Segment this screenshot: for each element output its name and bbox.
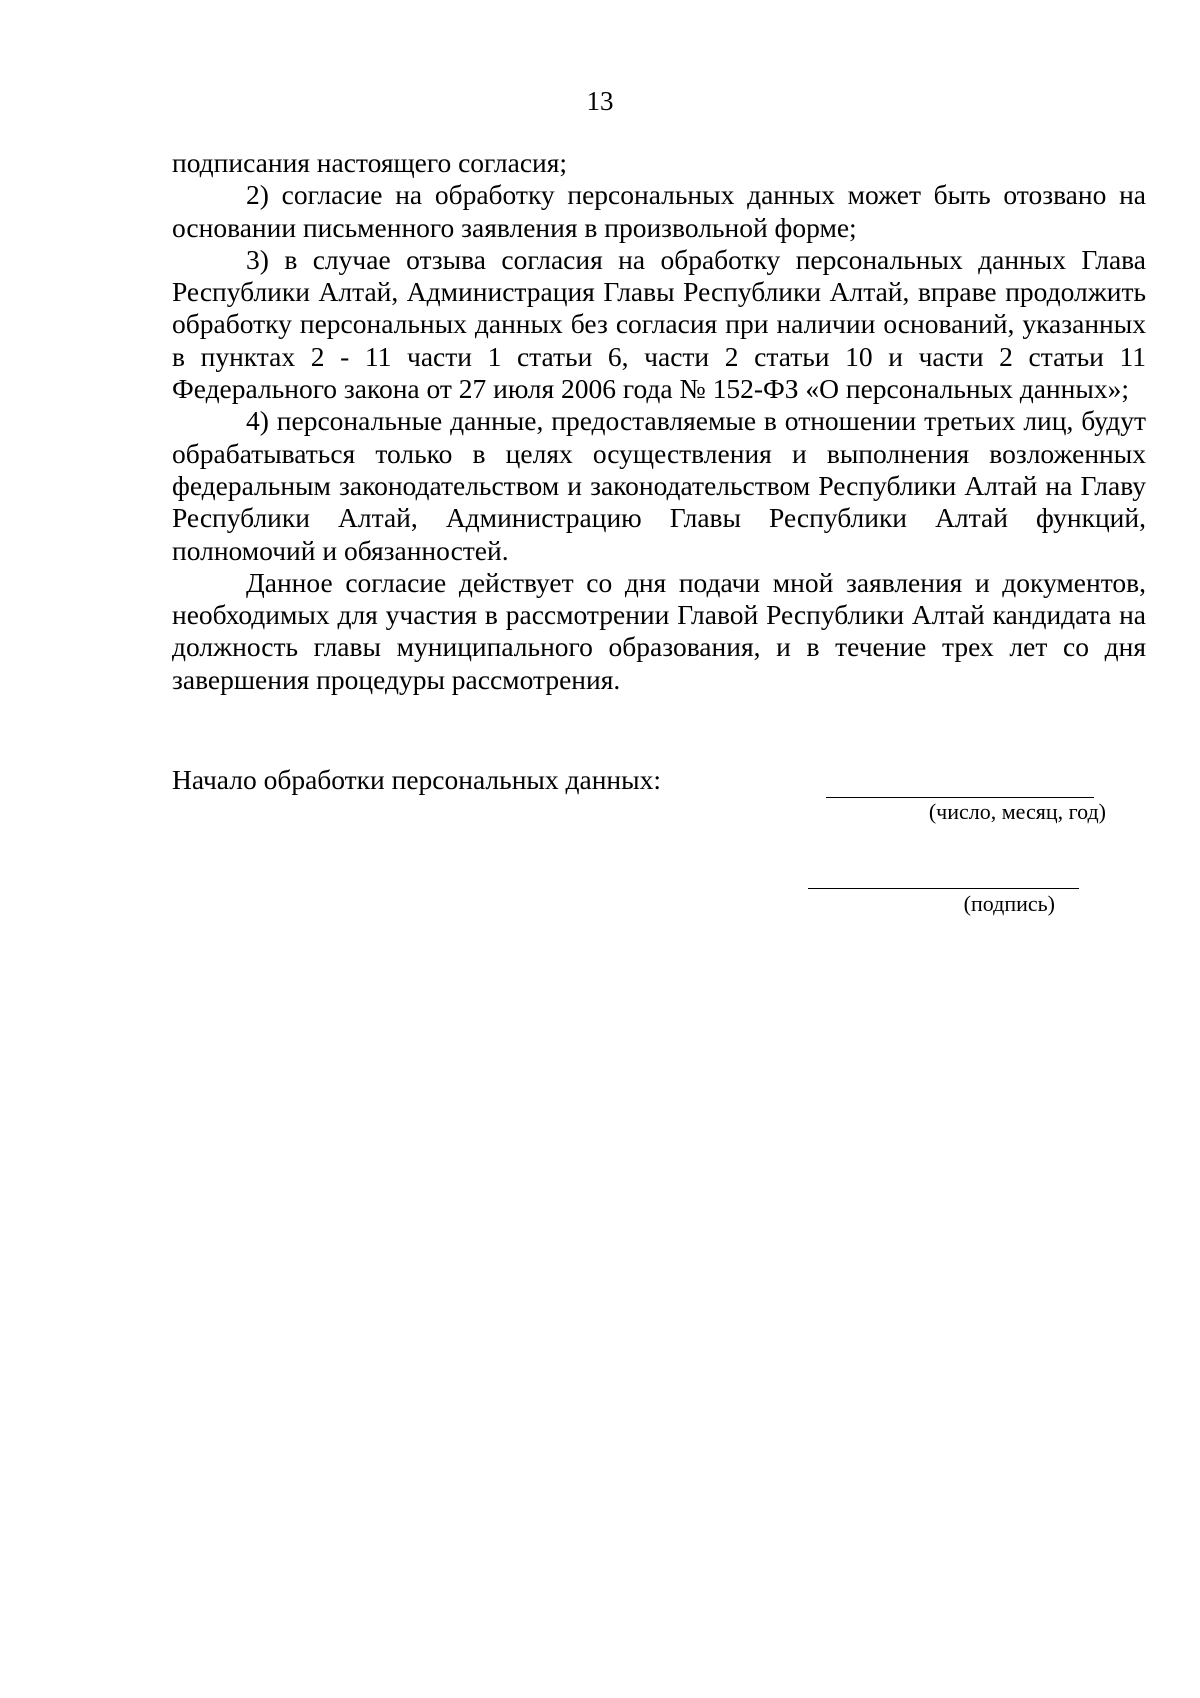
paragraph-validity: Данное согласие действует со дня подачи мной заявления и документов, необходимых для участия в рассмотрении Главой Республики Алтай кандидата на должность главы муниципального образования, и в течение трех лет со дня завершения процедуры рассмотрения. — [172, 566, 1146, 695]
date-blank-line — [826, 797, 1094, 798]
document-body — [172, 147, 1146, 696]
paragraph-continuation: подписания настоящего согласия; — [172, 147, 568, 178]
processing-start-label: Начало обработки персональных данных: — [172, 764, 662, 795]
date-caption: (число, месяц, год) — [928, 799, 1106, 824]
paragraph-item-2: 2) согласие на обработку персональных данных может быть отозвано на основании письменного заявления в произвольной форме; — [172, 179, 1146, 243]
signature-caption: (подпись) — [963, 891, 1055, 916]
paragraph-item-4: 4) персональные данные, предоставляемые в отношении третьих лиц, будут обрабатываться только в целях осуществления и выполнения возложенных федеральным законодательством и законодательством Республики Алтай на Главу Республики Алтай, Администрацию Главы Республики Алтай функций, полномочий и обязанностей. — [172, 405, 1146, 566]
paragraph-item-3: 3) в случае отзыва согласия на обработку персональных данных Глава Республики Алтай, Администрация Главы Республики Алтай, вправе продолжить обработку персональных данных без согласия при наличии оснований, указанных в пунктах 2 - 11 части 1 статьи 6, части 2 статьи 10 и части 2 статьи 11 Федерального закона от 27 июля 2006 года № 152-ФЗ «О персональных данных»; — [172, 243, 1146, 405]
signature-blank-line — [808, 888, 1079, 889]
page-number: 13 — [586, 86, 614, 116]
